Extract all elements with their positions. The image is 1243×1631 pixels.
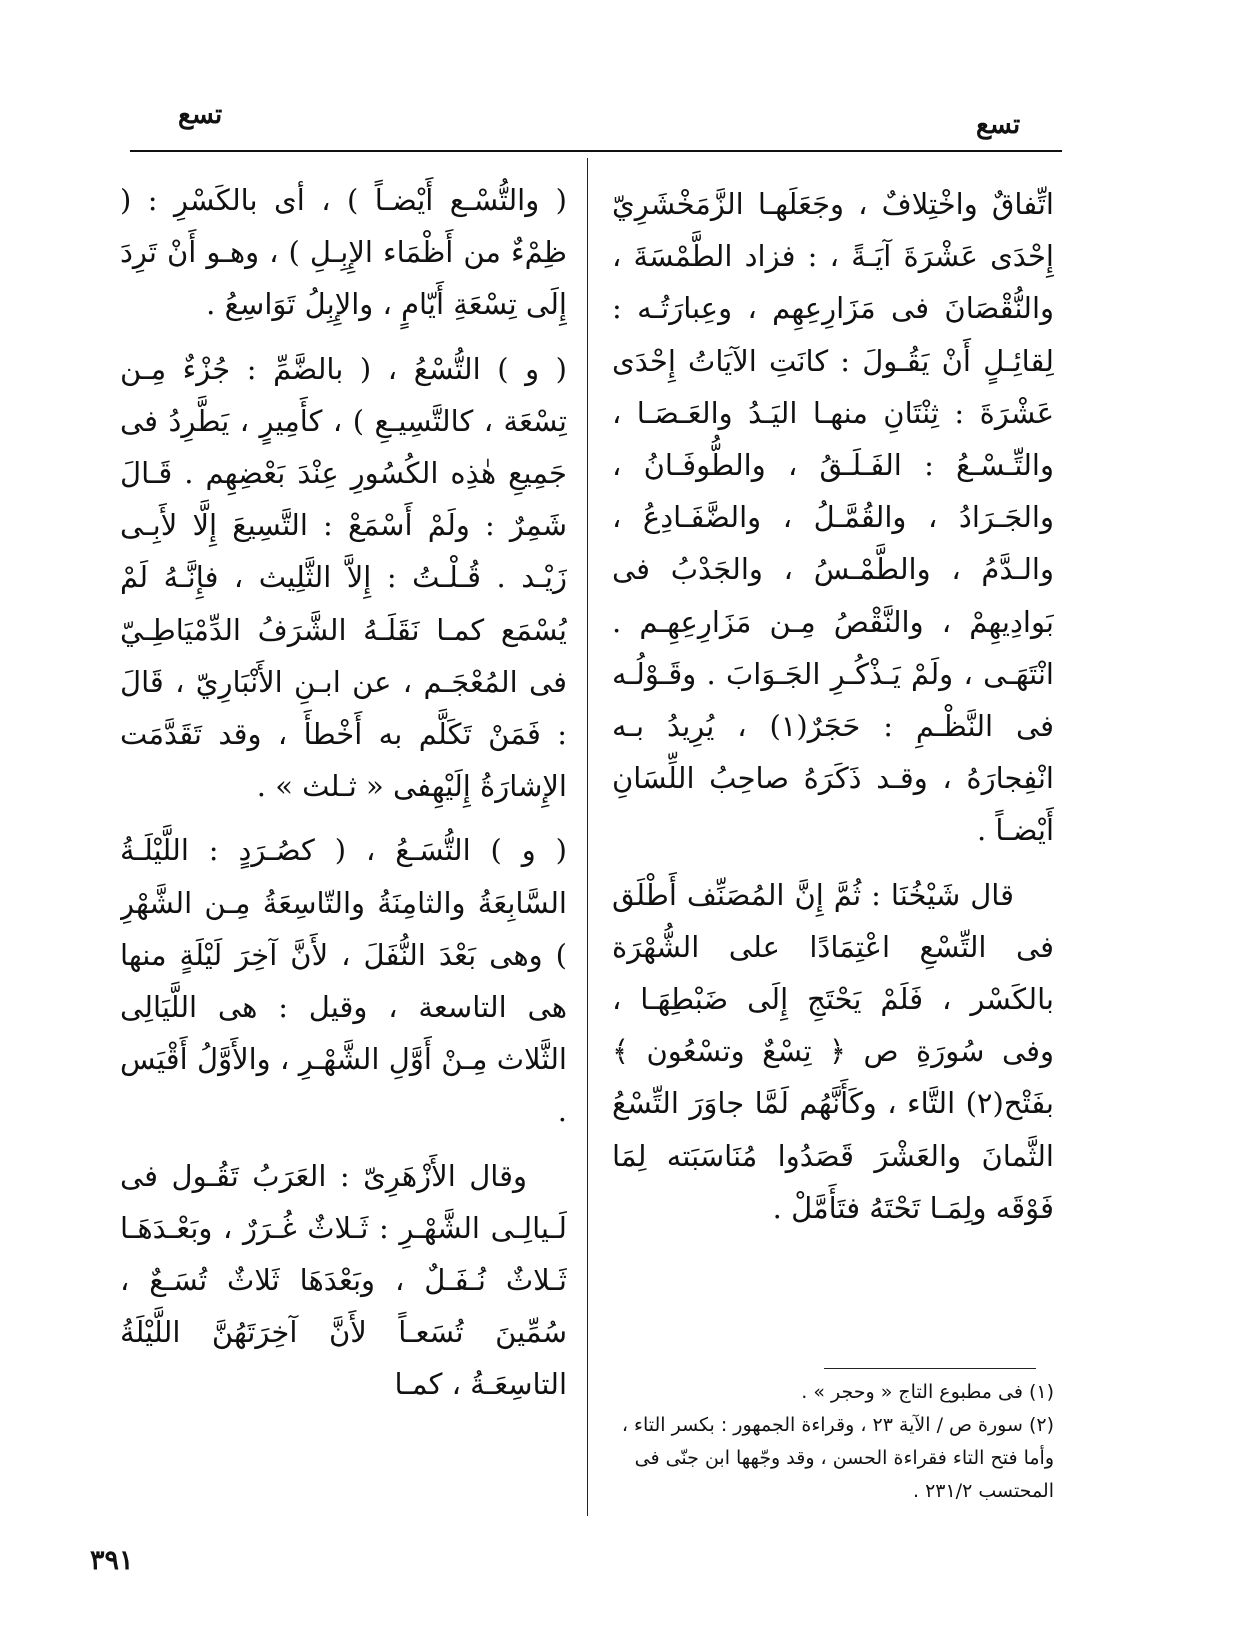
right-column <box>612 178 1054 1338</box>
footnote-rule <box>824 1368 1036 1369</box>
column-divider <box>587 158 588 1516</box>
left-column-paragraph-1: ( والتُّسْـع أَيْضـاً ) ، أى بالكَسْرِ : ( ظِمْءٌ من أَظْمَاء الإِبِـلِ ) ، وهـو أَنْ تَرِدَ إِلَى تِسْعَةِ أَيّامٍ ، والإِبِلُ تَوَاسِعُ . <box>120 183 567 322</box>
right-column-paragraph-2: قال شَيْخُنَا : ثُمَّ إِنَّ المُصَنِّف أَطْلَق فى التِّسْعِ اعْتِمَادًا على الشُّهْرَة بالكَسْر ، فَلَمْ يَحْتَجِ إِلَى ضَبْطِهَـا ، وفى سُورَةِ ص ﴿ تِسْعٌ وتسْعُون ﴾ بفَتْح(٢) التَّاء ، وكَأَنَّهُم لَمَّا جاوَرَ التِّسْعُ الثَّمانَ والعَشْرَ قَصَدُوا مُنَاسَبَته لِمَا فَوْقَه ولِمَـا تَحْتَهُ فتَأَمَّلْ . <box>612 877 1054 1225</box>
footnote-2: (٢) سورة ص / الآية ٢٣ ، وقراءة الجمهور : بكسر التاء ، وأما فتح التاء فقراءة الحسن ، وقد وجّهها ابن جنّى فى المحتسب ٢٣١/٢ . <box>621 1414 1054 1502</box>
header-rule <box>130 150 1062 152</box>
running-header-left: تسع <box>178 100 223 130</box>
left-column-paragraph-2: ( و ) التُّسْعُ ، ( بالضَّمِّ : جُزْءٌ مِـن تِسْعَة ، كالتَّسِيـعِ ) ، كأَمِيرٍ ، يَطَّرِدُ فى جَمِيعِ هٰذِه الكُسُورِ عِنْدَ بَعْضِهِم . قَـالَ شَمِرٌ : ولَمْ أَسْمَعْ : التَّسِيعَ إِلَّا لأَبِـى زَيْـد . قُـلْـتُ : إِلاَّ الثَّلِيث ، فإِنَّـهُ لَمْ يُسْمَع كمـا نَقَلَـهُ الشَّرَفُ الدِّمْيَاطِـيّ فى المُعْجَـم ، عن ابـنِ الأَنْبَارِيّ ، قَالَ : فَمَنْ تَكَلَّم به أَخْطأَ ، وقد تَقَدَّمَت الإِشارَةُ إِلَيْهِفى « ثـلث » . <box>120 351 567 804</box>
footnote-1: (١) فى مطبوع التاج « وحجر » . <box>801 1381 1054 1403</box>
footnotes <box>606 1376 1054 1508</box>
running-header-right: تسع <box>976 110 1021 140</box>
left-column-paragraph-3: ( و ) التُّسَـعُ ، ( كصُـرَدٍ : اللَّيْلَـةُ السَّابِعَةُ والثامِنَةُ والتّاسِعَةُ مِـن الشَّهْرِ ) وهى بَعْدَ النُّفَلَ ، لأَنَّ آخِرَ لَيْلَةٍ منها هى التاسعة ، وقيل : هى اللَّيَالِى الثَّلاث مِـنْ أَوَّلِ الشَّهْـرِ ، والأَوَّلُ أَقْيَس . <box>120 833 567 1129</box>
left-column-paragraph-4: وقال الأَزْهَرِىّ : العَرَبُ تَقُـول فى لَـيالِـى الشَّهْـرِ : ثَـلاثٌ غُـرَرٌ ، وبَعْـدَهَـا ثَـلاثٌ نُـفَـلٌ ، وبَعْدَهَا ثَلاثٌ تُسَـعٌ ، سُمِّينَ تُسَعـاً لأَنَّ آخِرَتَهُنَّ اللَّيْلَةُ التاسِعَـةُ ، كمـا <box>120 1158 567 1402</box>
right-column-paragraph-1: اتِّفاقٌ واخْتِلافٌ ، وجَعَلَهـا الزَّمَخْشَرِيّ إِحْدَى عَشْرَةَ آيَـةً ، : فزاد الطَّمْسَةَ ، والنُّقْصَانَ فى مَزَارِعِهِم ، وعِبارَتُـه : لِقائِـلٍ أَنْ يَقُـولَ : كانَتِ الآيَاتُ إِحْدَى عَشْرَةَ : ثِنْتَانِ منهـا اليَـدُ والعَـصَـا ، والتِّـسْـعُ : الفَـلَـقُ ، والطُّوفَـانُ ، والجَـرَادُ ، والقُمَّـلُ ، والضَّفَـادِعُ ، والـدَّمُ ، والطَّمْـسُ ، والجَدْبُ فى بَوادِيهِمْ ، والنَّقْصُ مِـن مَزَارِعِهِـم . انْتَهَـى ، ولَمْ يَـذْكُـرِ الجَـوَابَ . وقَـوْلُـه فى النَّظْـمِ : حَجَرٌ(١) ، يُرِيدُ بـه انْفِجارَهُ ، وقـد ذَكَرَهُ صاحِبُ اللِّسَانِ أَيْضـاً . <box>612 187 1054 848</box>
page-number: ٣٩١ <box>90 1545 134 1576</box>
left-column <box>120 174 567 1554</box>
